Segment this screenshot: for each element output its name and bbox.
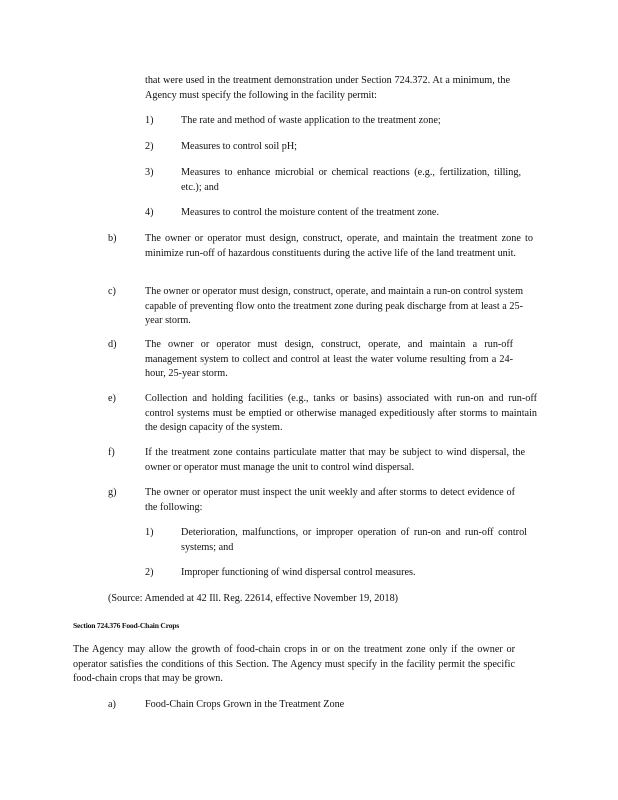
subsection-g-label: g) [108, 487, 117, 498]
subsection-e-label: e) [108, 393, 116, 404]
intro-item-4-text: Measures to control the moisture content of the treatment zone. [181, 207, 440, 218]
g-item-2-text: Improper functioning of wind dispersal control measures. [181, 567, 416, 578]
subsection-f-label: f) [108, 447, 115, 458]
subsection-c-text: The owner or operator must design, construct, operate, and maintain a run-on control system capable of preventing flow onto the treatment zone during peak discharge from at least a 25-year storm. [145, 286, 523, 327]
subsection-d-text: The owner or operator must design, construct, operate, and maintain a run-off management system to collect and control at least the water volume resulting from a 24-hour, 25-year storm. [145, 339, 513, 380]
intro-item-4-label: 4) [145, 207, 154, 218]
source-note: (Source: Amended at 42 Ill. Reg. 22614, effective November 19, 2018) [108, 593, 399, 604]
subsection-g-text: The owner or operator must inspect the unit weekly and after storms to detect evidence of the following: [145, 487, 515, 513]
subsection-f-text: If the treatment zone contains particulate matter that may be subject to wind dispersal, the owner or operator must manage the unit to control wind dispersal. [145, 447, 525, 473]
intro-item-2-text: Measures to control soil pH; [181, 141, 298, 152]
subsection-d-label: d) [108, 339, 117, 350]
subsection-e-text: Collection and holding facilities (e.g., tanks or basins) associated with run-on and run-off control systems must be emptied or otherwise managed expeditiously after storms to maintain the design capacity of the system. [145, 393, 537, 434]
intro-item-1-text: The rate and method of waste application to the treatment zone; [181, 115, 441, 126]
g-item-2-label: 2) [145, 567, 154, 578]
section-paragraph: The Agency may allow the growth of food-chain crops in or on the treatment zone only if the owner or operator satisfies the conditions of this Section. The Agency must specify in the facility permit the specific food-chain crops that may be grown. [73, 644, 515, 685]
section-item-a-label: a) [108, 699, 116, 710]
intro-item-3-text: Measures to enhance microbial or chemical reactions (e.g., fertilization, tilling, etc.); and [181, 167, 521, 193]
section-item-a-text: Food-Chain Crops Grown in the Treatment Zone [145, 699, 345, 710]
g-item-1-text: Deterioration, malfunctions, or improper operation of run-on and run-off control systems; and [181, 527, 527, 553]
subsection-c-label: c) [108, 286, 116, 297]
subsection-b-label: b) [108, 233, 117, 244]
intro-item-1-label: 1) [145, 115, 154, 126]
subsection-b-text: The owner or operator must design, construct, operate, and maintain the treatment zone to minimize run-off of hazardous constituents during the active life of the land treatment unit. [145, 233, 533, 259]
intro-item-3-label: 3) [145, 167, 154, 178]
intro-paragraph: that were used in the treatment demonstration under Section 724.372. At a minimum, the Agency must specify the following in the facility permit: [145, 75, 510, 101]
g-item-1-label: 1) [145, 527, 154, 538]
intro-item-2-label: 2) [145, 141, 154, 152]
section-heading: Section 724.376 Food-Chain Crops [73, 621, 180, 630]
